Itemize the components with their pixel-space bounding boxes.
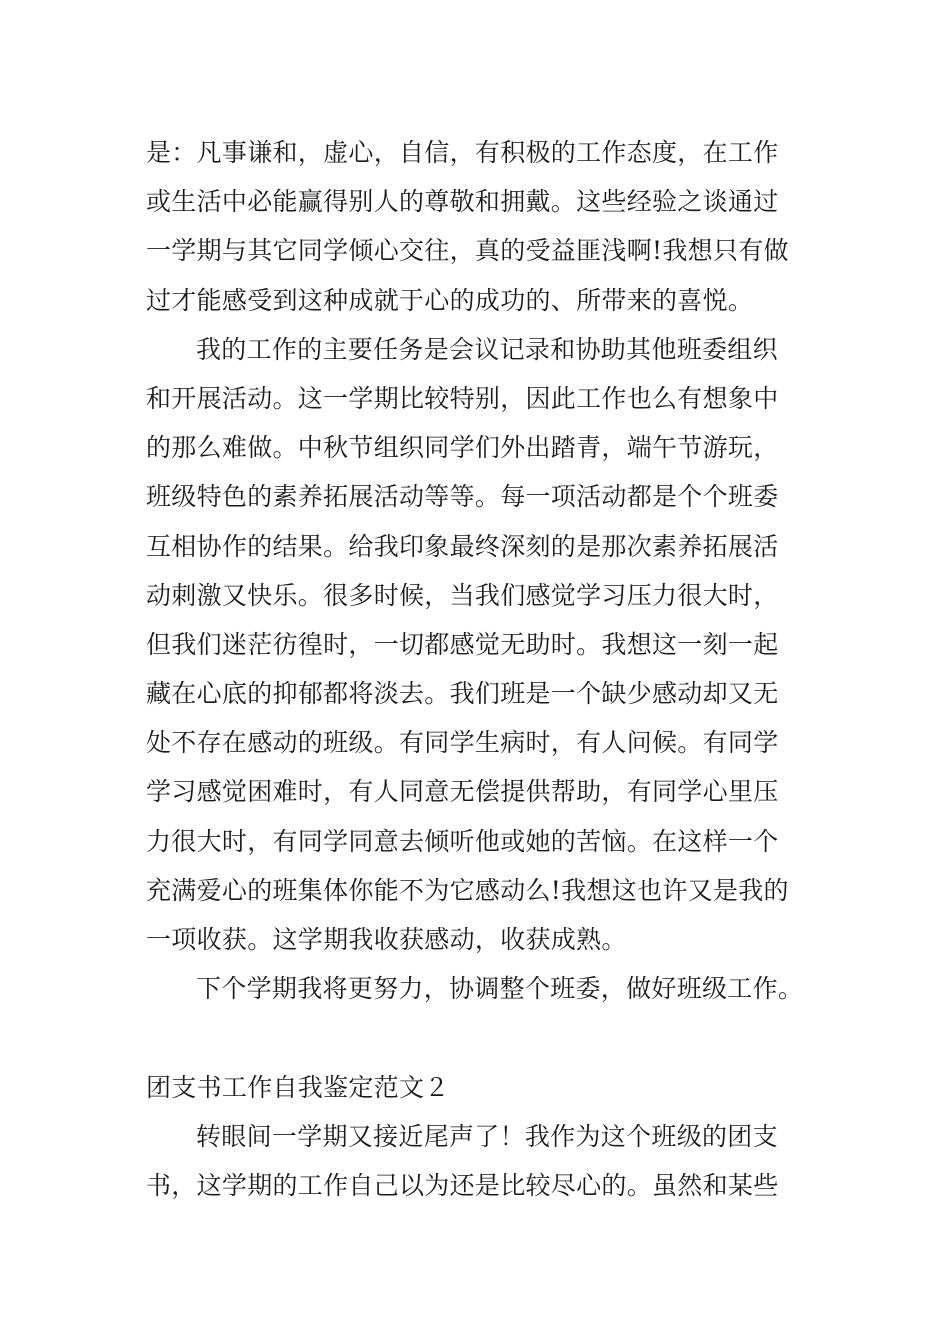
- text-line: 但我们迷茫彷徨时，一切都感觉无助时。我想这一刻一起: [146, 629, 779, 659]
- paragraph-3: [146, 964, 806, 1013]
- blank-line: [146, 1013, 806, 1062]
- document-page: [146, 128, 806, 1210]
- section-title: 团支书工作自我鉴定范文２: [146, 1072, 450, 1102]
- text-line: 转眼间一学期又接近尾声了！我作为这个班级的团支: [196, 1121, 778, 1151]
- text-line: 或生活中必能赢得别人的尊敬和拥戴。这些经验之谈通过: [146, 187, 779, 217]
- paragraph-1: [146, 128, 806, 325]
- paragraph-4: [146, 1112, 806, 1210]
- text-line: 学习感觉困难时，有人同意无偿提供帮助，有同学心里压: [146, 777, 779, 807]
- text-line: 力很大时，有同学同意去倾听他或她的苦恼。在这样一个: [146, 826, 779, 856]
- text-line: 动刺激又快乐。很多时候，当我们感觉学习压力很大时，: [146, 580, 779, 610]
- text-line: 和开展活动。这一学期比较特别，因此工作也么有想象中: [146, 383, 779, 413]
- text-line: 藏在心底的抑郁都将淡去。我们班是一个缺少感动却又无: [146, 679, 779, 709]
- text-line: 的那么难做。中秋节组织同学们外出踏青，端午节游玩，: [146, 433, 779, 463]
- text-line: 一项收获。这学期我收获感动，收获成熟。: [146, 925, 627, 954]
- text-line: 互相协作的结果。给我印象最终深刻的是那次素养拓展活: [146, 531, 779, 561]
- text-line: 是：凡事谦和，虚心，自信，有积极的工作态度，在工作: [146, 138, 779, 167]
- text-line: 书，这学期的工作自己以为还是比较尽心的。虽然和某些: [146, 1170, 779, 1200]
- paragraph-2: [146, 325, 806, 964]
- text-line: 处不存在感动的班级。有同学生病时，有人问候。有同学: [146, 728, 779, 758]
- text-line: 班级特色的素养拓展活动等等。每一项活动都是个个班委: [146, 482, 779, 512]
- text-line: 下个学期我将更努力，协调整个班委，做好班级工作。: [196, 974, 804, 1004]
- text-line: 充满爱心的班集体你能不为它感动么!我想这也许又是我的: [146, 875, 789, 905]
- text-line: 我的工作的主要任务是会议记录和协助其他班委组织: [196, 334, 778, 364]
- text-line: 一学期与其它同学倾心交往，真的受益匪浅啊!我想只有做: [146, 236, 789, 266]
- text-line: 过才能感受到这种成就于心的成功的、所带来的喜悦。: [146, 285, 754, 315]
